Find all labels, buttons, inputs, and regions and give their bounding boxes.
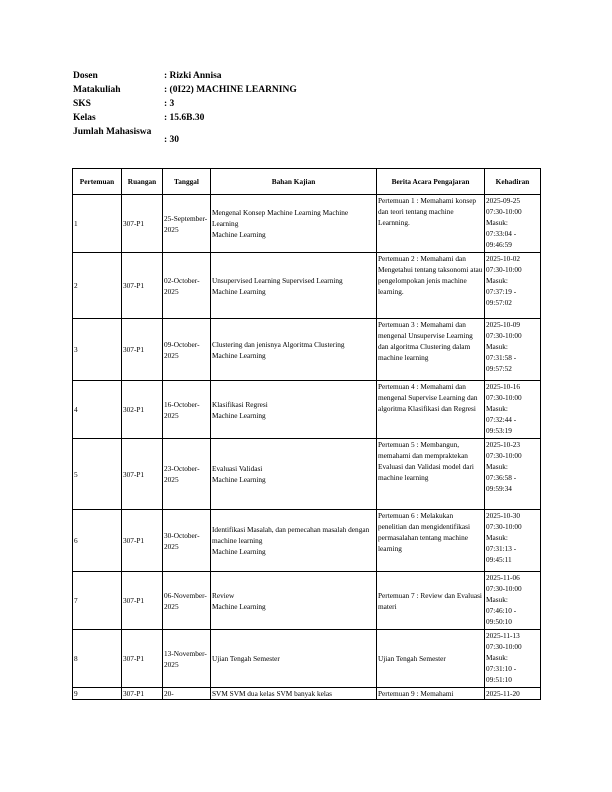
attendance bbox=[485, 439, 541, 510]
info-value: : Rizki Annisa bbox=[164, 71, 222, 81]
attendance-line: Masuk: bbox=[486, 218, 508, 227]
date: 06-November-2025 bbox=[163, 572, 211, 630]
topic-line: Klasifikasi Regresi bbox=[212, 399, 268, 409]
attendance-line: Masuk: bbox=[486, 533, 508, 542]
attendance-line: 09:46:59 bbox=[486, 240, 512, 249]
teaching-minutes: Pertemuan 6 : Melakukan penelitian dan mengidentifikasi permasalahan tentang machine learning bbox=[377, 510, 485, 572]
teaching-minutes: Pertemuan 7 : Review dan Evaluasi materi bbox=[377, 572, 485, 630]
attendance bbox=[485, 319, 541, 381]
attendance bbox=[485, 381, 541, 439]
meeting-number: 7 bbox=[73, 572, 122, 630]
attendance-line: 2025-10-09 bbox=[486, 320, 521, 329]
room: 307-P1 bbox=[122, 439, 163, 510]
topic-line: Machine Learning bbox=[212, 601, 266, 611]
topic-line: Unsupervised Learning Supervised Learning bbox=[212, 275, 343, 285]
room: 307-P1 bbox=[122, 319, 163, 381]
table-row bbox=[73, 572, 541, 630]
attendance-line: 09:50:10 bbox=[486, 617, 512, 626]
date: 23-October-2025 bbox=[163, 439, 211, 510]
attendance-line: 07:30-10:00 bbox=[486, 584, 522, 593]
date: 16-October-2025 bbox=[163, 381, 211, 439]
table-row bbox=[73, 253, 541, 319]
room: 307-P1 bbox=[122, 572, 163, 630]
info-value: : 15.6B.30 bbox=[164, 113, 205, 123]
attendance-line: 09:51:10 bbox=[486, 675, 512, 684]
attendance-line: 07:31:10 - bbox=[486, 664, 517, 673]
attendance-line: 07:31:58 - bbox=[486, 353, 517, 362]
attendance bbox=[485, 253, 541, 319]
topic-line: Review bbox=[212, 590, 235, 600]
attendance-line: 09:59:34 bbox=[486, 484, 512, 493]
table-row bbox=[73, 510, 541, 572]
attendance-line: 07:30-10:00 bbox=[486, 451, 522, 460]
teaching-minutes: Pertemuan 1 : Memahami konsep dan teori tentang machine Learnning. bbox=[377, 195, 485, 253]
date: 25-September-2025 bbox=[163, 195, 211, 253]
topic bbox=[211, 572, 377, 630]
topic-line: Machine Learning bbox=[212, 350, 266, 360]
info-value: : 30 bbox=[164, 135, 180, 145]
info-row bbox=[73, 126, 297, 160]
attendance-line: 07:30-10:00 bbox=[486, 522, 522, 531]
attendance-line: 09:53:19 bbox=[486, 426, 512, 435]
attendance-line: 07:36:58 - bbox=[486, 473, 517, 482]
attendance-line: 2025-11-13 bbox=[486, 631, 520, 640]
meeting-number: 9 bbox=[73, 688, 122, 700]
topic bbox=[211, 510, 377, 572]
attendance-line: 09:45:11 bbox=[486, 555, 512, 564]
topic-line: SVM SVM dua kelas SVM banyak kelas bbox=[212, 689, 332, 698]
date: 09-October-2025 bbox=[163, 319, 211, 381]
column-header-pertemuan: Pertemuan bbox=[73, 169, 122, 195]
topic-line: Machine Learning bbox=[212, 286, 266, 296]
attendance-line: Masuk: bbox=[486, 595, 508, 604]
attendance-line: 2025-10-16 bbox=[486, 382, 521, 391]
topic bbox=[211, 195, 377, 253]
meeting-number: 4 bbox=[73, 381, 122, 439]
teaching-minutes: Pertemuan 5 : Membangun, memahami dan mempraktekan Evaluasi dan Validasi model dari machine learning bbox=[377, 439, 485, 510]
attendance bbox=[485, 630, 541, 688]
topic-line: Machine Learning bbox=[212, 547, 266, 556]
attendance-line: 2025-11-06 bbox=[486, 573, 520, 582]
attendance-line: 07:30-10:00 bbox=[486, 207, 522, 216]
table-header-row bbox=[73, 169, 541, 195]
topic-line: Mengenal Konsep Machine Learning Machine Learning bbox=[212, 208, 349, 228]
attendance-line: 07:30-10:00 bbox=[486, 393, 522, 402]
date: 20- bbox=[163, 688, 211, 700]
attendance-line: 07:30-10:00 bbox=[486, 642, 522, 651]
info-value: : 3 bbox=[164, 99, 175, 109]
meeting-number: 1 bbox=[73, 195, 122, 253]
attendance-line: 07:31:13 - bbox=[486, 544, 517, 553]
info-label: Jumlah Mahasiswa bbox=[73, 127, 152, 137]
attendance bbox=[485, 572, 541, 630]
topic-line: Identifikasi Masalah, dan pemecahan masalah dengan machine learning bbox=[212, 525, 370, 545]
attendance-line: 2025-10-23 bbox=[486, 440, 521, 449]
room: 307-P1 bbox=[122, 195, 163, 253]
topic-line: Ujian Tengah Semester bbox=[212, 654, 280, 663]
column-header-kehadiran: Kehadiran bbox=[485, 169, 541, 195]
attendance-line: Masuk: bbox=[486, 462, 508, 471]
topic bbox=[211, 630, 377, 688]
meeting-number: 3 bbox=[73, 319, 122, 381]
info-label: Dosen bbox=[73, 71, 98, 81]
column-header-tanggal: Tanggal bbox=[163, 169, 211, 195]
attendance bbox=[485, 195, 541, 253]
table-row bbox=[73, 688, 541, 700]
course-info bbox=[73, 70, 297, 160]
topic-line: Evaluasi Validasi bbox=[212, 464, 263, 473]
attendance-line: Masuk: bbox=[486, 653, 508, 662]
info-row bbox=[73, 98, 297, 112]
attendance-line: 07:30-10:00 bbox=[486, 265, 522, 274]
topic bbox=[211, 439, 377, 510]
attendance bbox=[485, 510, 541, 572]
teaching-minutes: Pertemuan 2 : Memahami dan Mengetahui tentang taksonomi atau pengelompokan jenis machine learning. bbox=[377, 253, 485, 319]
attendance-line: 07:33:04 - bbox=[486, 229, 517, 238]
attendance-line: 07:37:19 - bbox=[486, 287, 517, 296]
topic-line: Machine Learning bbox=[212, 475, 266, 484]
meeting-number: 6 bbox=[73, 510, 122, 572]
room: 307-P1 bbox=[122, 253, 163, 319]
teaching-minutes: Pertemuan 4 : Memahami dan mengenal Supervise Learning dan algoritma Klasifikasi dan Regresi bbox=[377, 381, 485, 439]
table-row bbox=[73, 381, 541, 439]
info-label: SKS bbox=[73, 99, 91, 109]
topic-line: Machine Learning bbox=[212, 230, 266, 239]
attendance-line: 07:32:44 - bbox=[486, 415, 517, 424]
attendance-line: 07:46:10 - bbox=[486, 606, 517, 615]
teaching-minutes: Pertemuan 3 : Memahami dan mengenal Unsupervise Learning dan algoritma Clustering dalam machine learning bbox=[377, 319, 485, 381]
topic bbox=[211, 253, 377, 319]
date: 02-October-2025 bbox=[163, 253, 211, 319]
info-row bbox=[73, 112, 297, 126]
column-header-ruangan: Ruangan bbox=[122, 169, 163, 195]
topic bbox=[211, 381, 377, 439]
attendance-line: 07:30-10:00 bbox=[486, 331, 522, 340]
attendance bbox=[485, 688, 541, 700]
column-header-bahan-kajian: Bahan Kajian bbox=[211, 169, 377, 195]
table-row bbox=[73, 195, 541, 253]
meeting-number: 2 bbox=[73, 253, 122, 319]
info-value: : (0I22) MACHINE LEARNING bbox=[164, 85, 297, 95]
room: 307-P1 bbox=[122, 630, 163, 688]
column-header-berita-acara: Berita Acara Pengajaran bbox=[377, 169, 485, 195]
info-row bbox=[73, 70, 297, 84]
attendance-line: 09:57:52 bbox=[486, 364, 512, 373]
attendance-line: 2025-09-25 bbox=[486, 196, 521, 205]
topic-line: Clustering dan jenisnya Algoritma Clustering bbox=[212, 339, 345, 349]
room: 302-P1 bbox=[122, 381, 163, 439]
attendance-line: Masuk: bbox=[486, 342, 508, 351]
attendance-line: 2025-11-20 bbox=[486, 689, 520, 698]
attendance-line: 2025-10-02 bbox=[486, 254, 521, 263]
date: 13-November-2025 bbox=[163, 630, 211, 688]
teaching-minutes: Ujian Tengah Semester bbox=[377, 630, 485, 688]
table-row bbox=[73, 630, 541, 688]
teaching-log-table bbox=[72, 168, 541, 700]
room: 307-P1 bbox=[122, 688, 163, 700]
meeting-number: 8 bbox=[73, 630, 122, 688]
table-row bbox=[73, 439, 541, 510]
room: 307-P1 bbox=[122, 510, 163, 572]
info-label: Matakuliah bbox=[73, 85, 121, 95]
attendance-line: 09:57:02 bbox=[486, 298, 512, 307]
meeting-number: 5 bbox=[73, 439, 122, 510]
info-row bbox=[73, 84, 297, 98]
attendance-line: Masuk: bbox=[486, 276, 508, 285]
info-label: Kelas bbox=[73, 113, 96, 123]
date: 30-October-2025 bbox=[163, 510, 211, 572]
attendance-line: 2025-10-30 bbox=[486, 511, 521, 520]
attendance-line: Masuk: bbox=[486, 404, 508, 413]
table-row bbox=[73, 319, 541, 381]
teaching-minutes: Pertemuan 9 : Memahami bbox=[377, 688, 485, 700]
topic-line: Machine Learning bbox=[212, 410, 266, 420]
topic bbox=[211, 688, 377, 700]
topic bbox=[211, 319, 377, 381]
